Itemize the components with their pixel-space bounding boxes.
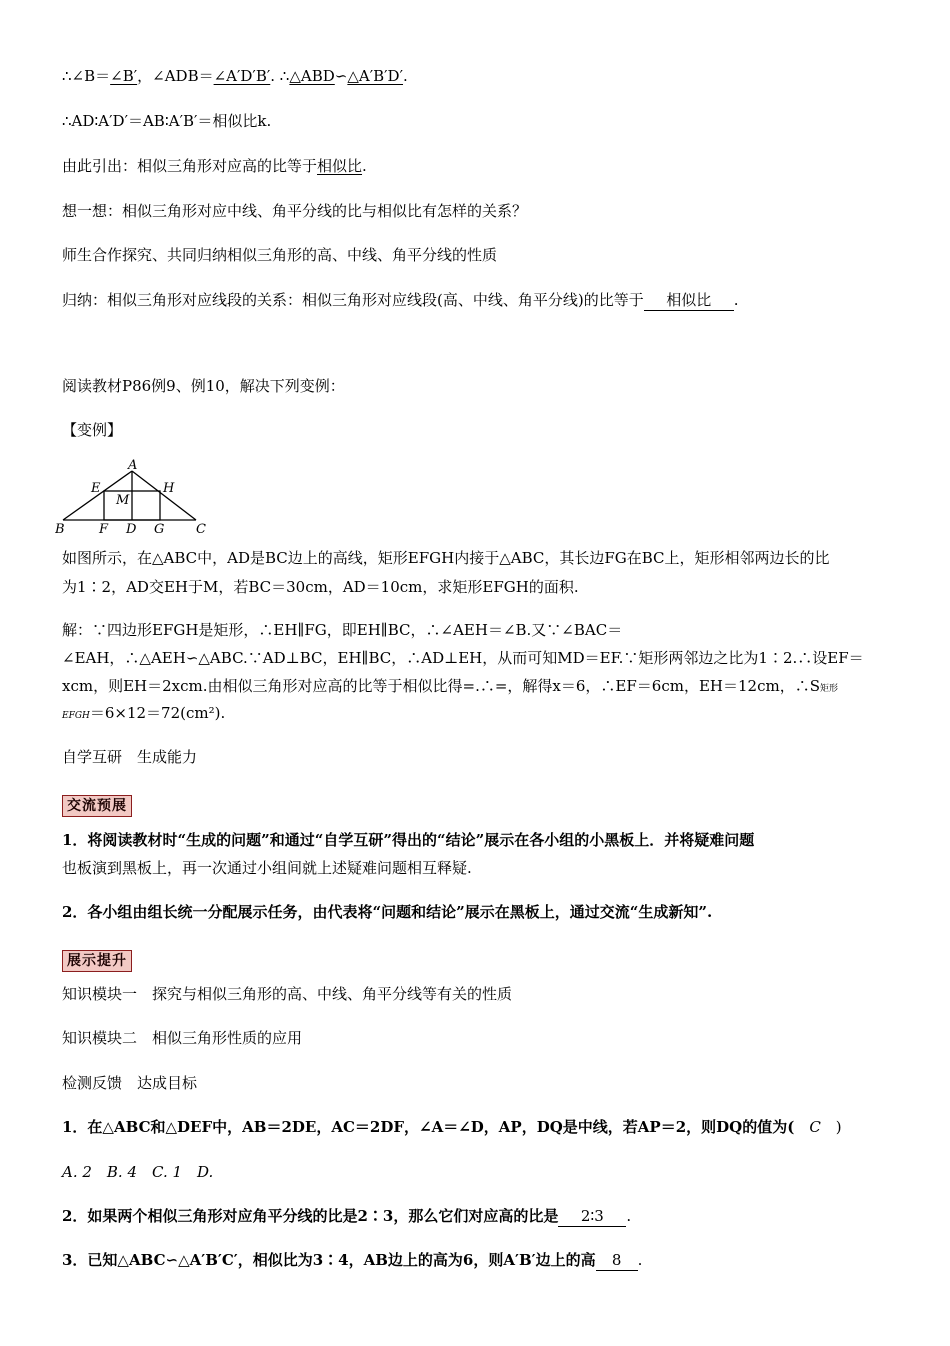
text: ): [820, 1118, 842, 1136]
answer-blank: 2∶3: [558, 1206, 626, 1227]
text: 由此引出：相似三角形对应高的比等于: [62, 157, 318, 175]
text: 2．如果两个相似三角形对应角平分线的比是2∶3，那么它们对应高的比是: [62, 1207, 559, 1225]
subscript: 矩形: [819, 684, 838, 694]
label-e: E: [91, 481, 101, 496]
label-b: B: [55, 522, 65, 537]
subscript: EFGH: [62, 711, 90, 721]
proof-line-angles: [62, 66, 408, 86]
tag-exchange-preview: 交流预展: [62, 795, 132, 817]
answer-angle-adb: ∠A′D′B′: [213, 67, 271, 85]
text: ，∠ADB＝: [137, 67, 214, 85]
conclusion-line: [62, 156, 367, 176]
problem-line-2: 为1∶2，AD交EH于M，若BC＝30cm，AD＝10cm，求矩形EFGH的面积.: [62, 578, 579, 596]
text: .: [626, 1207, 632, 1225]
text: 归纳：相似三角形对应线段的关系：相似三角形对应线段(高、中线、角平分线)的比等于: [62, 291, 644, 309]
solution-line-2: ∠EAH，∴△AEH∽△ABC.∵AD⊥BC，EH∥BC，∴AD⊥EH，从而可知MD＝EF.∵矩形两邻边之比为1∶2.∴设EF＝: [62, 649, 864, 667]
text: . ∴: [270, 67, 290, 85]
answer-blank: 相似比: [644, 290, 734, 311]
text: .: [637, 1251, 643, 1269]
variant-heading: 【变例】: [62, 421, 123, 439]
answer-blank: 8: [596, 1250, 638, 1271]
section-heading-feedback: 检测反馈 达成目标: [62, 1074, 198, 1092]
question-2: [62, 1206, 631, 1227]
proof-line-ratio: ∴AD∶A′D′＝AB∶A′B′＝相似比k.: [62, 112, 272, 130]
text: .: [403, 67, 408, 85]
answer-triangle-abd-prime: △A′B′D′: [347, 67, 403, 85]
knowledge-module-1: 知识模块一 探究与相似三角形的高、中线、角平分线等有关的性质: [62, 985, 513, 1003]
label-m: M: [116, 493, 130, 508]
text: 3．已知△ABC∽△A′B′C′，相似比为3∶4，AB边上的高为6，则A′B′边上的高: [62, 1251, 596, 1269]
section-heading-self-study: 自学互研 生成能力: [62, 748, 198, 766]
knowledge-module-2: 知识模块二 相似三角形性质的应用: [62, 1029, 303, 1047]
label-a: A: [128, 458, 138, 473]
text: .: [733, 291, 739, 309]
label-g: G: [154, 522, 165, 537]
summary-line: [62, 290, 739, 311]
label-c: C: [196, 522, 206, 537]
answer-triangle-abd: △ABD: [289, 67, 335, 85]
cooperative-line: 师生合作探究、共同归纳相似三角形的高、中线、角平分线的性质: [62, 246, 498, 264]
answer-angle-b: ∠B′: [110, 67, 138, 85]
answer-similarity-ratio: 相似比: [317, 157, 363, 175]
think-question: 想一想：相似三角形对应中线、角平分线的比与相似比有怎样的关系？: [62, 202, 528, 220]
question-1-options: A. 2 B. 4 C. 1 D.: [62, 1163, 214, 1181]
answer-choice: C: [809, 1118, 821, 1136]
solution-line-3: [62, 676, 838, 699]
question-3: [62, 1250, 642, 1271]
exchange-item-1-line-1: 1．将阅读教材时“生成的问题”和通过“自学互研”得出的“结论”展示在各小组的小黑板上．并将疑难问题: [62, 831, 755, 849]
text: ∴∠B＝: [62, 67, 111, 85]
exchange-item-2: 2．各小组由组长统一分配展示任务，由代表将“问题和结论”展示在黑板上，通过交流“生成新知”.: [62, 903, 713, 921]
text: 1．在△ABC和△DEF中，AB＝2DE，AC＝2DF，∠A＝∠D，AP，DQ是中线，若AP＝2，则DQ的值为(: [62, 1118, 810, 1136]
reading-instruction: 阅读教材P86例9、例10，解决下列变例：: [62, 377, 345, 395]
question-1: [62, 1117, 842, 1137]
tag-display-improve: 展示提升: [62, 950, 132, 972]
solution-line-4: [62, 703, 225, 726]
exchange-item-1-line-2: 也板演到黑板上，再一次通过小组间就上述疑难问题相互释疑.: [62, 859, 472, 877]
triangle-rectangle-figure: [55, 457, 215, 537]
label-f: F: [99, 522, 109, 537]
text: ∽: [334, 67, 348, 85]
text: ＝6×12＝72(cm²).: [89, 704, 226, 722]
text: .: [362, 157, 367, 175]
solution-line-1: 解：∵四边形EFGH是矩形，∴EH∥FG，即EH∥BC，∴∠AEH＝∠B.又∵∠BAC＝: [62, 621, 623, 639]
label-h: H: [163, 481, 175, 496]
problem-line-1: 如图所示，在△ABC中，AD是BC边上的高线，矩形EFGH内接于△ABC，其长边FG在BC上，矩形相邻两边长的比: [62, 549, 830, 567]
text: xcm，则EH＝2xcm.由相似三角形对应高的比等于相似比得=.∴=，解得x＝6，∴EF＝6cm，EH＝12cm，∴S: [62, 677, 820, 695]
label-d: D: [126, 522, 137, 537]
